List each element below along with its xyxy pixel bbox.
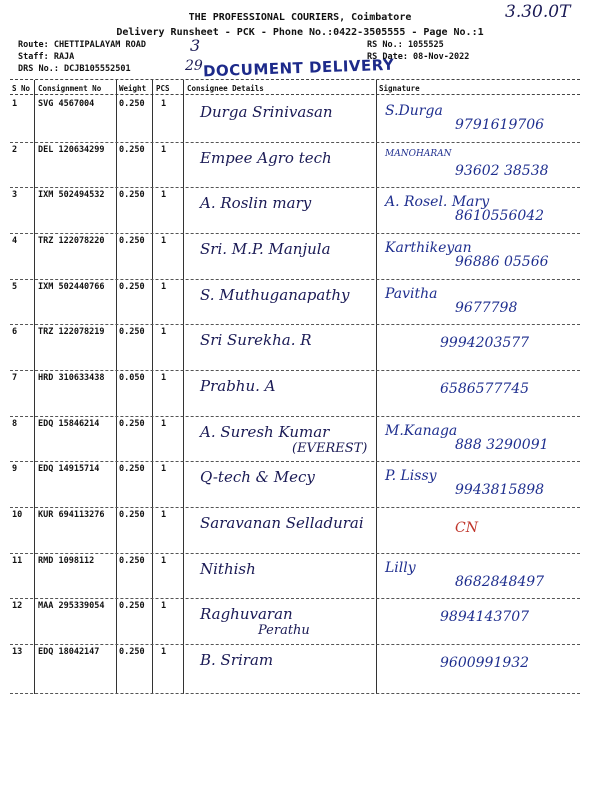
row-signature: S.Durga <box>385 103 443 119</box>
row-weight: 0.250 <box>119 145 145 155</box>
row-consignee-name: A. Roslin mary <box>200 194 312 212</box>
row-sno: 4 <box>12 236 18 246</box>
company-title: THE PROFESSIONAL COURIERS, Coimbatore <box>188 12 412 23</box>
row-sno: 13 <box>12 647 23 657</box>
row-consignment-no: TRZ 122078220 <box>38 236 105 246</box>
row-signature: M.Kanaga <box>385 423 458 439</box>
row-consignee-name-line2: (EVEREST) <box>292 441 368 456</box>
row-sno: 1 <box>12 99 18 109</box>
row-consignee-name: S. Muthuganapathy <box>200 286 350 304</box>
row-weight: 0.250 <box>119 236 145 246</box>
row-sno: 6 <box>12 327 18 337</box>
col-divider <box>34 80 35 694</box>
handwritten-29: 29 <box>185 58 203 74</box>
row-weight: 0.250 <box>119 282 145 292</box>
row-weight: 0.250 <box>119 419 145 429</box>
row-divider <box>10 187 580 188</box>
col-header-signature: Signature <box>379 84 420 93</box>
row-pcs: 1 <box>161 464 167 474</box>
row-consignee-name: Sri Surekha. R <box>200 331 312 349</box>
table-header-bottom-rule <box>10 94 580 95</box>
row-weight: 0.250 <box>119 327 145 337</box>
col-header-sno: S No <box>12 84 31 93</box>
col-divider <box>376 80 377 694</box>
row-consignment-no: DEL 120634299 <box>38 145 105 155</box>
row-consignee-name: Sri. M.P. Manjula <box>200 240 331 258</box>
rs-no-label: RS No.: 1055525 <box>367 40 444 50</box>
col-header-consignment: Consignment No <box>38 84 102 93</box>
row-pcs: 1 <box>161 510 167 520</box>
row-divider <box>10 598 580 599</box>
drs-label: DRS No.: DCJB105552501 <box>18 64 131 74</box>
row-weight: 0.250 <box>119 99 145 109</box>
row-signature: A. Rosel. Mary <box>385 194 490 210</box>
row-consignment-no: EDQ 18042147 <box>38 647 100 657</box>
row-sno: 9 <box>12 464 18 474</box>
row-consignment-no: HRD 310633438 <box>38 373 105 383</box>
row-divider <box>10 644 580 645</box>
row-consignee-name-line2: Perathu <box>258 623 310 638</box>
row-divider <box>10 279 580 280</box>
row-pcs: 1 <box>161 373 167 383</box>
row-pcs: 1 <box>161 647 167 657</box>
col-header-consignee: Consignee Details <box>187 84 264 93</box>
document-delivery-stamp: DOCUMENT DELIVERY <box>202 55 395 81</box>
row-divider <box>10 693 580 694</box>
row-signature-phone: 9943815898 <box>455 482 545 498</box>
handwritten-three: 3 <box>190 36 201 55</box>
handwritten-time: 3.30.0T <box>505 2 571 22</box>
row-pcs: 1 <box>161 556 167 566</box>
row-weight: 0.050 <box>119 373 145 383</box>
col-header-pcs: PCS <box>156 84 170 93</box>
row-weight: 0.250 <box>119 601 145 611</box>
col-divider <box>183 80 184 694</box>
row-consignment-no: EDQ 15846214 <box>38 419 100 429</box>
row-sno: 5 <box>12 282 18 292</box>
row-signature: Karthikeyan <box>385 240 472 256</box>
row-weight: 0.250 <box>119 190 145 200</box>
row-signature-phone: 9677798 <box>455 300 518 316</box>
row-weight: 0.250 <box>119 510 145 520</box>
row-sno: 11 <box>12 556 23 566</box>
row-pcs: 1 <box>161 419 167 429</box>
row-signature-phone: 93602 38538 <box>455 163 549 179</box>
row-consignment-no: SVG 4567004 <box>38 99 95 109</box>
row-pcs: 1 <box>161 99 167 109</box>
row-consignee-name: Raghuvaran <box>200 605 293 623</box>
row-consignee-name: Empee Agro tech <box>200 149 332 167</box>
row-signature: MANOHARAN <box>385 149 452 159</box>
row-sno: 2 <box>12 145 18 155</box>
row-sno: 8 <box>12 419 18 429</box>
row-divider <box>10 324 580 325</box>
runsheet-subtitle: Delivery Runsheet - PCK - Phone No.:0422-3505555 - Page No.:1 <box>116 27 484 38</box>
row-sno: 12 <box>12 601 23 611</box>
row-consignment-no: EDQ 14915714 <box>38 464 100 474</box>
route-label: Route: CHETTIPALAYAM ROAD <box>18 40 146 50</box>
row-signature-phone: 9994203577 <box>440 335 530 351</box>
row-consignment-no: IXM 502440766 <box>38 282 105 292</box>
table-header-top-rule <box>10 79 580 80</box>
row-divider <box>10 142 580 143</box>
row-consignment-no: IXM 502494532 <box>38 190 105 200</box>
row-signature: CN <box>455 520 478 536</box>
row-weight: 0.250 <box>119 647 145 657</box>
row-pcs: 1 <box>161 236 167 246</box>
row-sno: 10 <box>12 510 23 520</box>
row-divider <box>10 461 580 462</box>
row-divider <box>10 553 580 554</box>
row-pcs: 1 <box>161 145 167 155</box>
row-consignee-name: A. Suresh Kumar <box>200 423 330 441</box>
row-sno: 7 <box>12 373 18 383</box>
col-header-weight: Weight <box>119 84 147 93</box>
row-weight: 0.250 <box>119 556 145 566</box>
row-consignee-name: Saravanan Selladurai <box>200 514 364 532</box>
row-signature-phone: 9791619706 <box>455 117 545 133</box>
row-pcs: 1 <box>161 327 167 337</box>
row-pcs: 1 <box>161 190 167 200</box>
row-signature: Pavitha <box>385 286 438 302</box>
row-consignment-no: KUR 694113276 <box>38 510 105 520</box>
row-weight: 0.250 <box>119 464 145 474</box>
row-signature: P. Lissy <box>385 468 437 484</box>
row-consignee-name: Durga Srinivasan <box>200 103 333 121</box>
row-divider <box>10 233 580 234</box>
row-sno: 3 <box>12 190 18 200</box>
row-signature-phone: 8682848497 <box>455 574 545 590</box>
row-consignment-no: TRZ 122078219 <box>38 327 105 337</box>
rs-date-label: RS Date: 08-Nov-2022 <box>367 52 470 62</box>
row-pcs: 1 <box>161 601 167 611</box>
row-divider <box>10 416 580 417</box>
row-consignment-no: MAA 295339054 <box>38 601 105 611</box>
row-consignee-name: Q-tech & Mecy <box>200 468 315 486</box>
col-divider <box>116 80 117 694</box>
col-divider <box>152 80 153 694</box>
row-signature-phone: 9894143707 <box>440 609 530 625</box>
row-divider <box>10 507 580 508</box>
row-consignee-name: Nithish <box>200 560 256 578</box>
row-signature-phone: 8610556042 <box>455 208 545 224</box>
staff-label: Staff: RAJA <box>18 52 75 62</box>
row-divider <box>10 370 580 371</box>
row-consignee-name: B. Sriram <box>200 651 274 669</box>
row-pcs: 1 <box>161 282 167 292</box>
row-signature-phone: 6586577745 <box>440 381 530 397</box>
row-signature-phone: 96886 05566 <box>455 254 549 270</box>
row-consignee-name: Prabhu. A <box>200 377 276 395</box>
row-signature-phone: 888 3290091 <box>455 437 549 453</box>
row-signature-phone: 9600991932 <box>440 655 530 671</box>
row-consignment-no: RMD 1098112 <box>38 556 95 566</box>
row-signature: Lilly <box>385 560 416 576</box>
